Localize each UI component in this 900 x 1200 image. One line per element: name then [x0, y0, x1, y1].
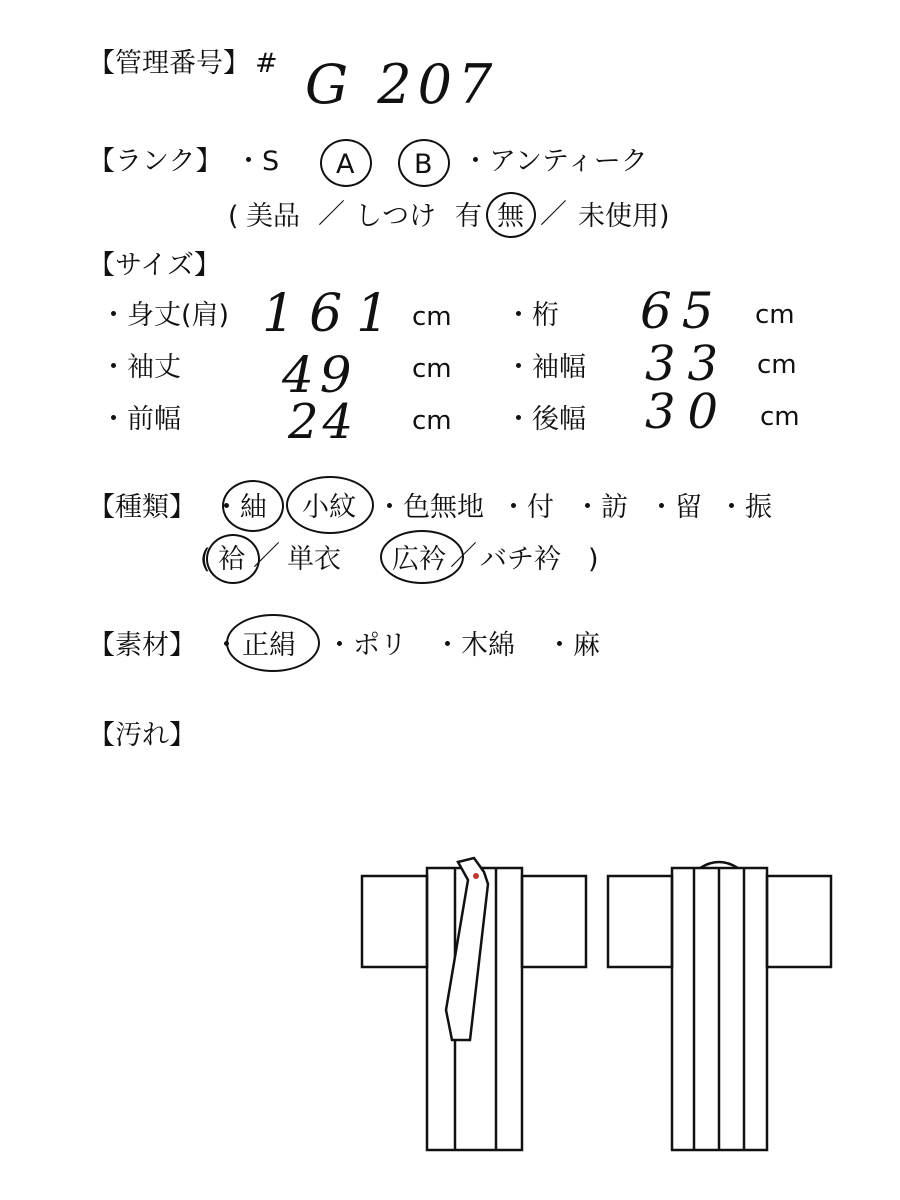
size-maehaba-unit: cm: [412, 406, 452, 436]
kind-tsuke: ・付: [500, 492, 554, 523]
kind-hitoe: 単衣: [287, 544, 341, 575]
material-dot: ・: [213, 630, 240, 661]
size-yuki-label: ・桁: [505, 300, 559, 331]
rank-sub-nashi: 無: [497, 201, 524, 232]
kind-iromuji: ・色無地: [376, 492, 484, 523]
size-mitake-value: 161: [262, 284, 404, 344]
kind-row2-slash1: ／: [253, 541, 280, 572]
rank-sub-ari: 有: [455, 201, 482, 232]
size-sodetake-label: ・袖丈: [100, 352, 181, 383]
rank-option-a: A: [336, 149, 355, 180]
size-label: 【サイズ】: [88, 250, 221, 281]
kind-homon: ・訪: [574, 492, 628, 523]
kind-row2-slash2: ／: [450, 541, 477, 572]
size-maehaba-label: ・前幅: [100, 404, 181, 435]
kind-tsumugi: 紬: [240, 492, 267, 523]
material-shoken: 正絹: [242, 630, 296, 661]
rank-sub-open: (: [228, 201, 239, 232]
material-label: 【素材】: [88, 630, 196, 661]
size-ushirohaba-label: ・後幅: [505, 404, 586, 435]
material-asa: ・麻: [546, 630, 600, 661]
kind-dot: ・: [213, 492, 240, 523]
stain-label: 【汚れ】: [88, 720, 196, 751]
stain-mark: [473, 873, 479, 879]
kind-bachieri: バチ衿: [480, 544, 561, 575]
size-yuki-unit: cm: [755, 300, 795, 330]
rank-sub-bihin: 美品: [246, 201, 300, 232]
size-mitake-unit: cm: [412, 302, 452, 332]
size-sodetake-unit: cm: [412, 354, 452, 384]
size-sodehaba-label: ・袖幅: [505, 352, 586, 383]
rank-sub-misiyo: 未使用): [578, 201, 670, 232]
rank-sub-sep2: ／: [540, 199, 567, 230]
kind-row2-open: (: [200, 544, 211, 575]
size-ushirohaba-value: 30: [645, 384, 731, 440]
rank-option-antique: ・アンティーク: [462, 146, 648, 177]
size-sodehaba-unit: cm: [757, 350, 797, 380]
kind-awase: 袷: [218, 544, 245, 575]
kanri-number: G 207: [305, 53, 499, 116]
size-sodehaba-value: 33: [645, 336, 731, 392]
rank-option-s: ・S: [235, 146, 280, 177]
material-momen: ・木綿: [434, 630, 515, 661]
size-mitake-label: ・身丈(肩): [100, 300, 230, 331]
kind-label: 【種類】: [88, 492, 196, 523]
kind-row2-close: ): [588, 544, 599, 575]
rank-option-b: B: [414, 149, 433, 180]
rank-label: 【ランク】: [88, 146, 223, 177]
size-maehaba-value: 24: [288, 394, 358, 450]
rank-sub-shitsuke: しつけ: [355, 201, 436, 232]
size-ushirohaba-unit: cm: [760, 402, 800, 432]
kanri-hash: #: [255, 48, 278, 79]
kanri-label: 【管理番号】: [88, 48, 250, 79]
kind-komon: 小紋: [302, 492, 356, 523]
size-sodetake-value: 49: [282, 346, 358, 404]
kimono-front-diagram: [362, 858, 586, 1150]
size-yuki-value: 65: [640, 282, 724, 340]
kind-hiroeri: 広衿: [392, 544, 446, 575]
rank-sub-sep1: ／: [318, 199, 345, 230]
kind-tome: ・留: [648, 492, 702, 523]
kind-furi: ・振: [718, 492, 772, 523]
kimono-back-diagram: [608, 862, 831, 1150]
material-poly: ・ポリ: [326, 630, 407, 661]
